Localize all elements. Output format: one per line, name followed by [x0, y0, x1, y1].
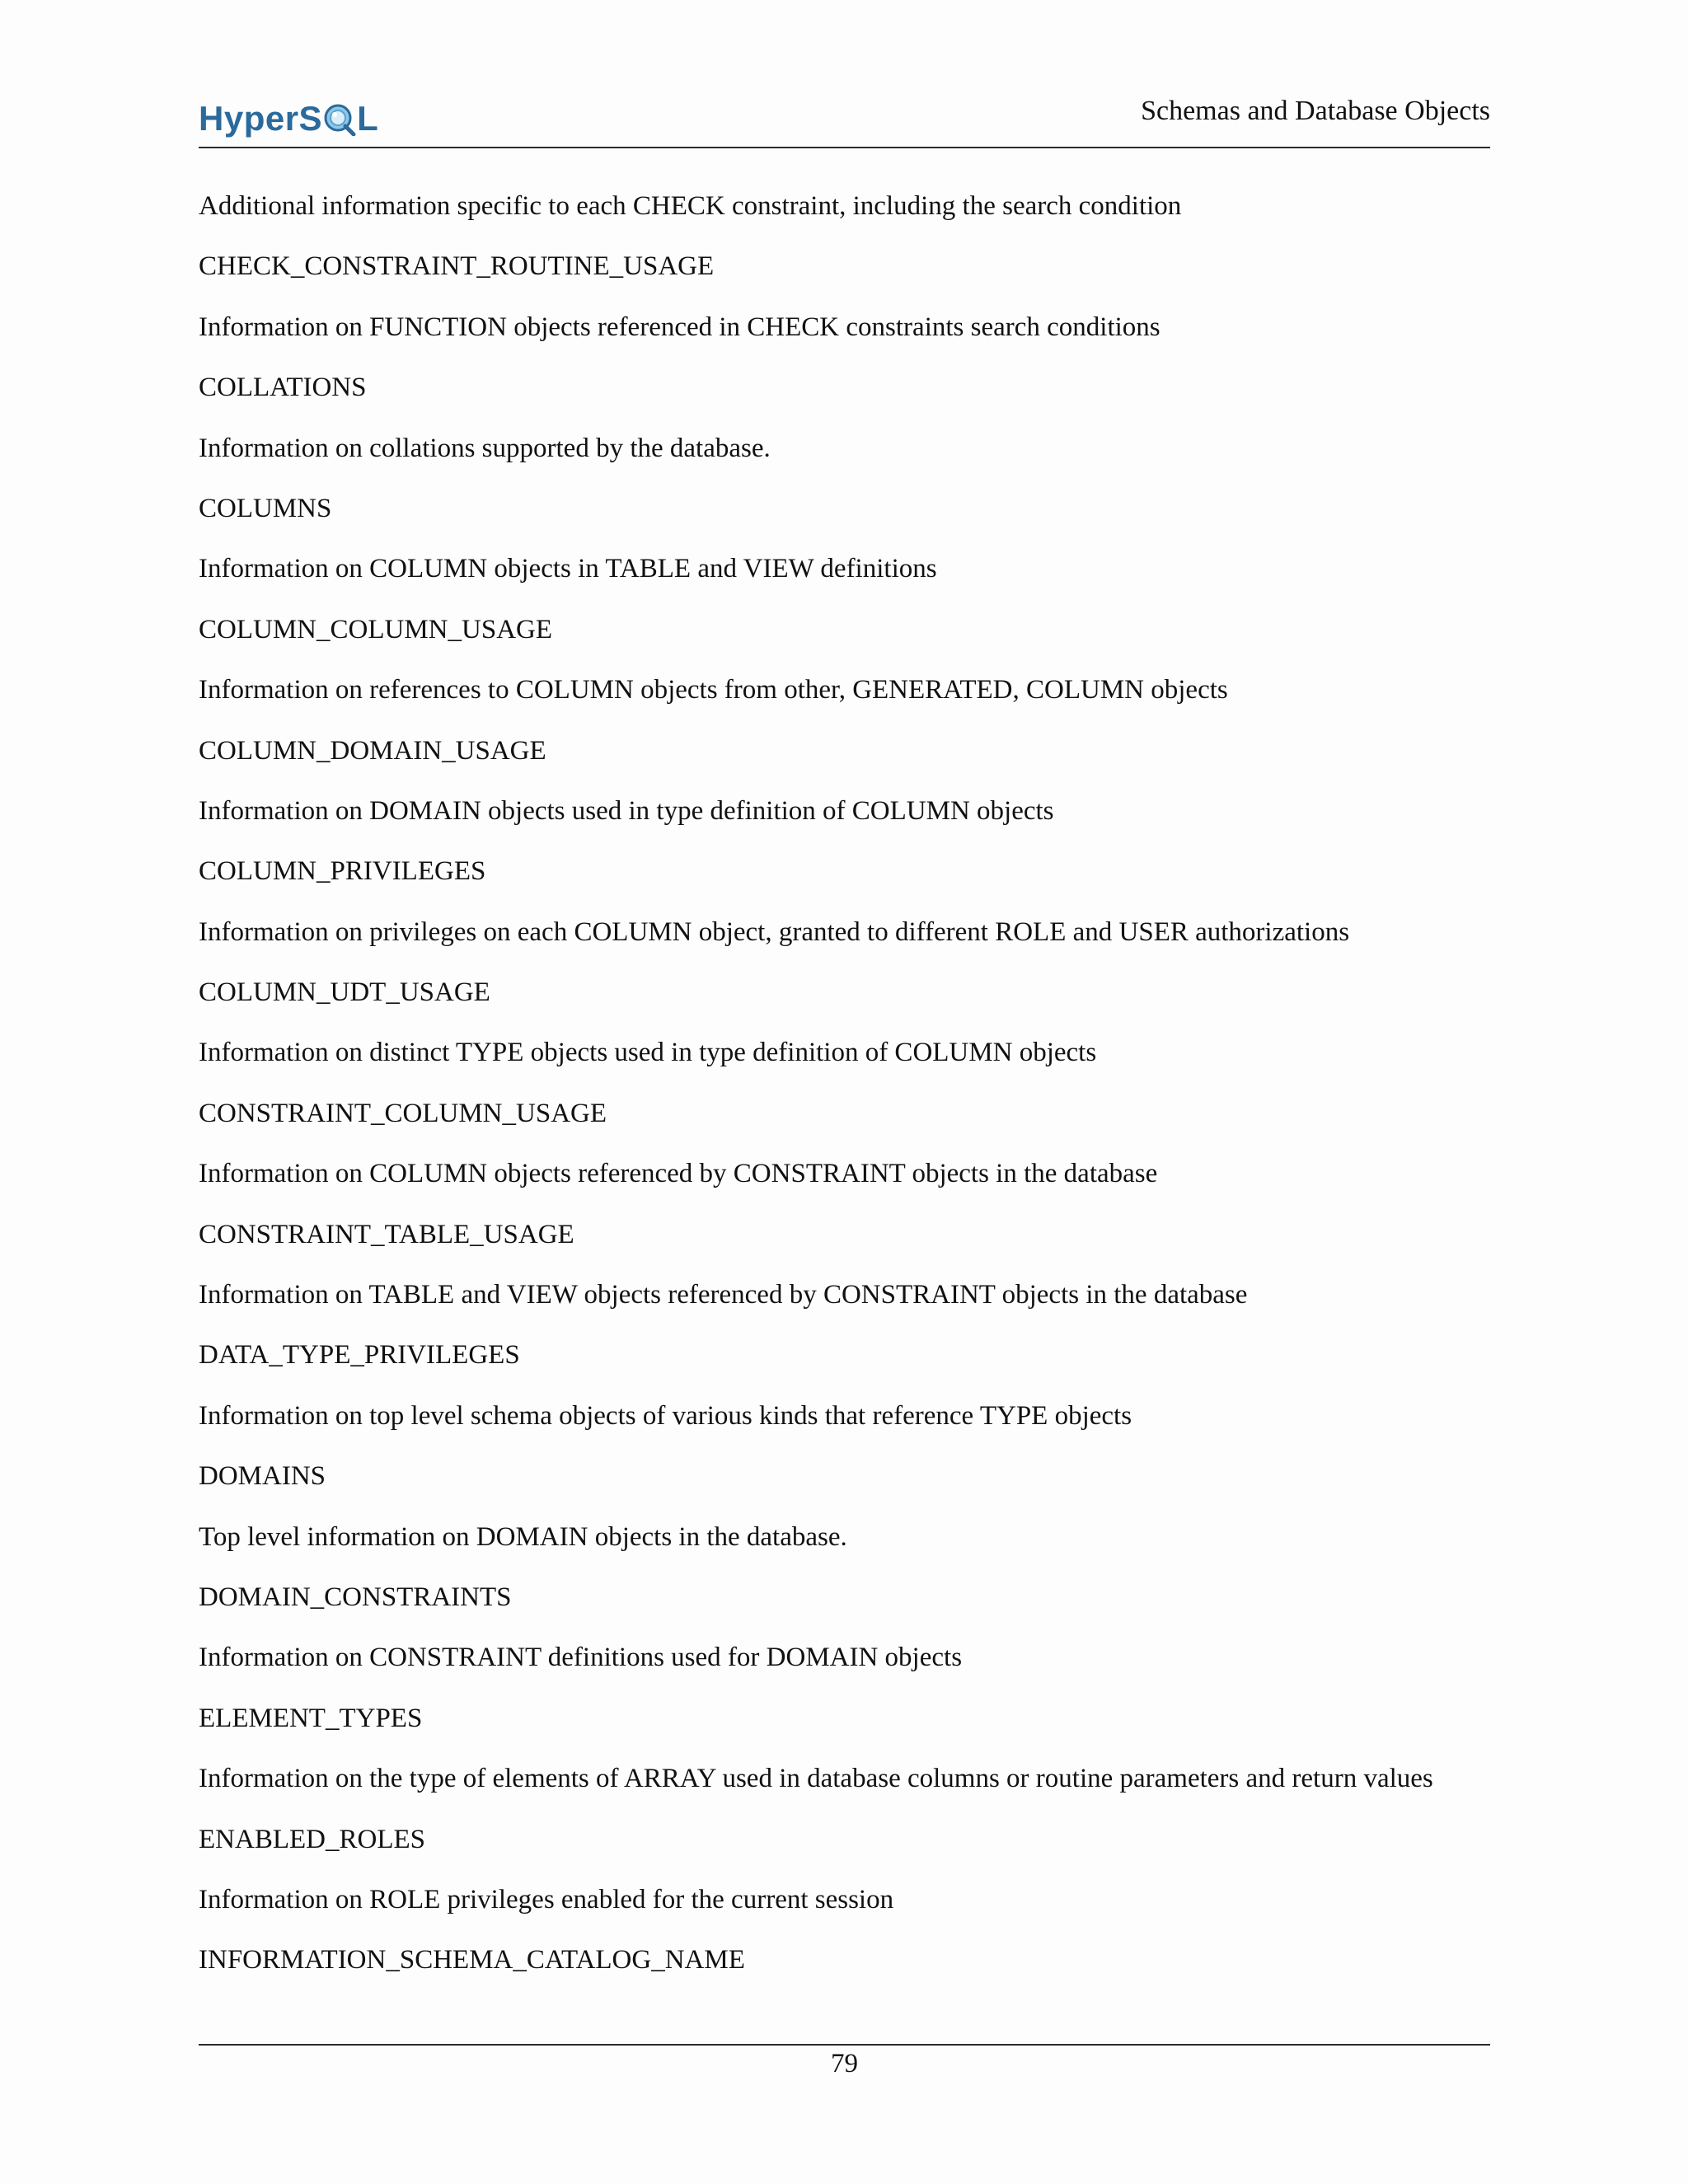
- entry-name: COLUMN_DOMAIN_USAGE: [199, 735, 546, 766]
- page-number: 79: [831, 2049, 858, 2079]
- entry-description: Information on privileges on each COLUMN object, granted to different ROLE and USER authorizations: [199, 916, 1350, 947]
- entry-description: Information on COLUMN objects in TABLE and VIEW definitions: [199, 554, 937, 584]
- entry-name: CONSTRAINT_COLUMN_USAGE: [199, 1098, 607, 1128]
- entry-name: DOMAINS: [199, 1461, 326, 1492]
- entry-name: DATA_TYPE_PRIVILEGES: [199, 1340, 520, 1371]
- entry-description: Information on the type of elements of ARRAY used in database columns or routine parameters and return values: [199, 1764, 1433, 1794]
- entry-name: INFORMATION_SCHEMA_CATALOG_NAME: [199, 1945, 745, 1975]
- entry-description: Information on COLUMN objects referenced by CONSTRAINT objects in the database: [199, 1159, 1158, 1189]
- entry-description: Information on CONSTRAINT definitions used for DOMAIN objects: [199, 1643, 963, 1673]
- entry-name: CONSTRAINT_TABLE_USAGE: [199, 1219, 574, 1249]
- footer-divider: [199, 2044, 1490, 2046]
- section-title: Schemas and Database Objects: [1141, 96, 1490, 126]
- page-header: [199, 82, 1490, 148]
- entry-name: ELEMENT_TYPES: [199, 1703, 423, 1733]
- entry-description: Information on TABLE and VIEW objects referenced by CONSTRAINT objects in the database: [199, 1280, 1248, 1310]
- entry-description: Information on DOMAIN objects used in type definition of COLUMN objects: [199, 795, 1054, 826]
- entry-name: COLUMN_UDT_USAGE: [199, 977, 490, 1008]
- hypersql-logo: [199, 97, 378, 140]
- entry-description: Information on ROLE privileges enabled for the current session: [199, 1884, 894, 1915]
- entry-name: COLUMNS: [199, 493, 332, 523]
- logo-text-left: HyperS: [199, 99, 323, 138]
- entry-description: Information on FUNCTION objects referenced in CHECK constraints search conditions: [199, 312, 1160, 342]
- entry-description: Information on references to COLUMN objects from other, GENERATED, COLUMN objects: [199, 675, 1228, 705]
- entry-description: Information on top level schema objects of various kinds that reference TYPE objects: [199, 1400, 1132, 1431]
- entry-list: [199, 190, 1490, 1976]
- logo-magnifier-icon: [323, 101, 356, 136]
- entry-name: CHECK_CONSTRAINT_ROUTINE_USAGE: [199, 251, 715, 282]
- entry-name: DOMAIN_CONSTRAINTS: [199, 1582, 512, 1612]
- entry-description: Information on collations supported by the database.: [199, 433, 771, 463]
- entry-name: COLUMN_PRIVILEGES: [199, 856, 486, 887]
- entry-name: COLLATIONS: [199, 373, 367, 403]
- entry-description: Top level information on DOMAIN objects in the database.: [199, 1521, 847, 1552]
- logo-text-right: L: [357, 99, 379, 138]
- entry-description: Information on distinct TYPE objects used in type definition of COLUMN objects: [199, 1038, 1097, 1068]
- entry-description: Additional information specific to each CHECK constraint, including the search condition: [199, 191, 1182, 221]
- entry-name: COLUMN_COLUMN_USAGE: [199, 614, 553, 644]
- entry-name: ENABLED_ROLES: [199, 1824, 425, 1854]
